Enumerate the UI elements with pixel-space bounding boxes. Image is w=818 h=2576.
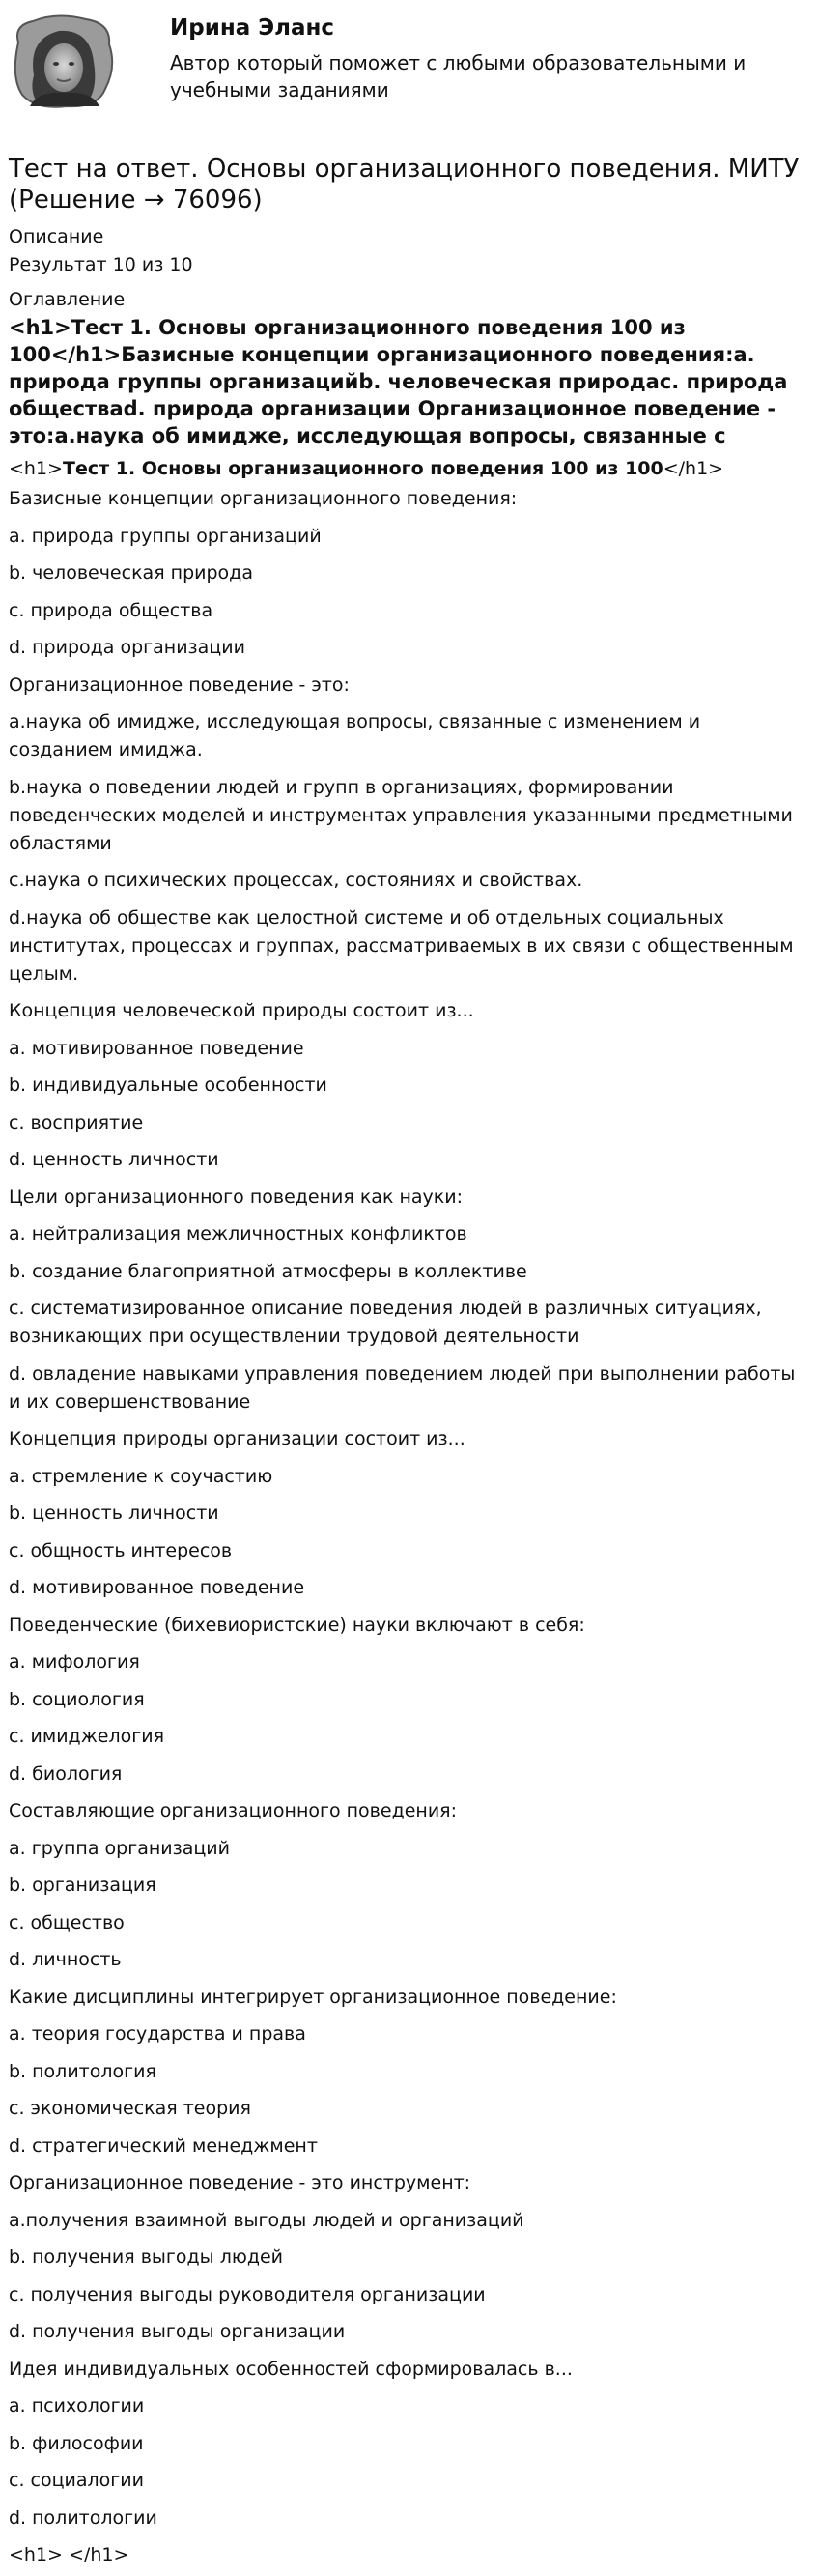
content-line: Концепция природы организации состоит из...: [9, 1428, 465, 1449]
content-line: d. овладение навыками управления поведением людей при выполнении работы и их совершенствование: [9, 1362, 796, 1413]
content-line: c. систематизированное описание поведения людей в различных ситуациях, возникающих при осуществлении трудовой деятельности: [9, 1298, 762, 1347]
content-line: Организационное поведение - это:: [9, 673, 350, 696]
author-description: Автор который поможет с любыми образовательными и учебными заданиями: [170, 51, 747, 101]
content-line: b. получения выгоды людей: [9, 2247, 284, 2268]
content-line: b. политология: [9, 2060, 156, 2082]
content-line: c. экономическая теория: [9, 2098, 251, 2119]
content-line: a.получения взаимной выгоды людей и организаций: [9, 2209, 524, 2231]
content-line: d. природа организации: [9, 637, 245, 658]
h1-open-tag: <h1>: [9, 458, 63, 479]
content-line: с. природа общества: [9, 599, 213, 621]
content-line: b. ценность личности: [9, 1503, 219, 1524]
document-content: [9, 455, 809, 2569]
content-lines: [9, 485, 809, 2569]
content-line: d. личность: [9, 1949, 122, 1970]
content-line: a. теория государства и права: [9, 2023, 306, 2045]
document-title: Тест на ответ. Основы организационного поведения. МИТУ (Решение → 76096): [9, 155, 800, 215]
content-line: c. социалогии: [9, 2470, 144, 2491]
content-line: Какие дисциплины интегрирует организационное поведение:: [9, 1986, 617, 2008]
content-line: Базисные концепции организационного поведения:: [9, 488, 518, 509]
heading-line: [9, 455, 809, 483]
content-line: b. философии: [9, 2432, 144, 2454]
content-line: Составляющие организационного поведения:: [9, 1800, 457, 1821]
content-line: b. организация: [9, 1875, 156, 1896]
content-line: d. ценность личности: [9, 1149, 219, 1170]
content-line: d.наука об обществе как целостной системе и об отдельных социальных институтах, процессах и группах, рассматриваемых в их связи с общественным целым.: [9, 906, 794, 985]
content-line: a. нейтрализация межличностных конфликтов: [9, 1223, 467, 1245]
content-line: a. мифология: [9, 1651, 140, 1673]
content-line: d. биология: [9, 1762, 123, 1785]
content-line: a. природа группы организаций: [9, 525, 322, 547]
h1-close-tag: </h1>: [663, 458, 724, 479]
content-line: b. создание благоприятной атмосферы в коллективе: [9, 1260, 527, 1282]
description-label: Описание: [9, 226, 104, 247]
content-line: c. общество: [9, 1911, 125, 1933]
test-heading: Тест 1. Основы организационного поведения 100 из 100: [62, 458, 663, 479]
content-line: Идея индивидуальных особенностей сформировалась в...: [9, 2358, 573, 2380]
content-line: c. получения выгоды руководителя организации: [9, 2283, 486, 2305]
author-name[interactable]: Ирина Эланс: [170, 15, 335, 41]
toc-link[interactable]: <h1>Тест 1. Основы организационного поведения 100 из 100</h1>Базисные концепции организационного поведения:a. природа группы организацийb. человеческая природас. природа обществаd. природа организации Организационное поведение - это:a.наука об имидже, исследующая вопросы, связанные с: [9, 316, 788, 447]
content-line: Концепция человеческой природы состоит из...: [9, 1000, 474, 1021]
content-line: Организационное поведение - это инструмент:: [9, 2172, 471, 2193]
content-line: c. имиджелогия: [9, 1726, 165, 1747]
content-line: c. восприятие: [9, 1111, 144, 1133]
content-line: b.наука о поведении людей и групп в организациях, формировании поведенческих моделей и инструментах управления указанными предметными областями: [9, 776, 793, 854]
content-line: b. социология: [9, 1688, 145, 1710]
content-line: <h1> </h1>: [9, 2544, 129, 2565]
content-line: a. мотивированное поведение: [9, 1037, 304, 1059]
result-text: Результат 10 из 10: [9, 254, 193, 275]
toc-heading: Оглавление: [9, 289, 126, 310]
content-line: b. человеческая природа: [9, 562, 253, 584]
content-line: b. индивидуальные особенности: [9, 1074, 327, 1096]
content-line: a. стремление к соучастию: [9, 1465, 273, 1487]
author-header: [9, 0, 809, 124]
content-line: c.наука о психических процессах, состояниях и свойствах.: [9, 870, 583, 891]
author-avatar[interactable]: [9, 14, 117, 110]
content-line: a.наука об имидже, исследующая вопросы, связанные с изменением и созданием имиджа.: [9, 711, 701, 760]
content-line: d. мотивированное поведение: [9, 1577, 305, 1598]
content-line: d. стратегический менеджмент: [9, 2134, 318, 2157]
content-line: d. политологии: [9, 2506, 157, 2529]
content-line: d. получения выгоды организации: [9, 2321, 346, 2342]
content-line: Поведенческие (бихевиористские) науки включают в себя:: [9, 1614, 585, 1636]
content-line: c. общность интересов: [9, 1539, 233, 1561]
content-line: a. группа организаций: [9, 1837, 230, 1859]
content-line: a. психологии: [9, 2395, 145, 2417]
content-line: Цели организационного поведения как науки:: [9, 1186, 463, 1208]
